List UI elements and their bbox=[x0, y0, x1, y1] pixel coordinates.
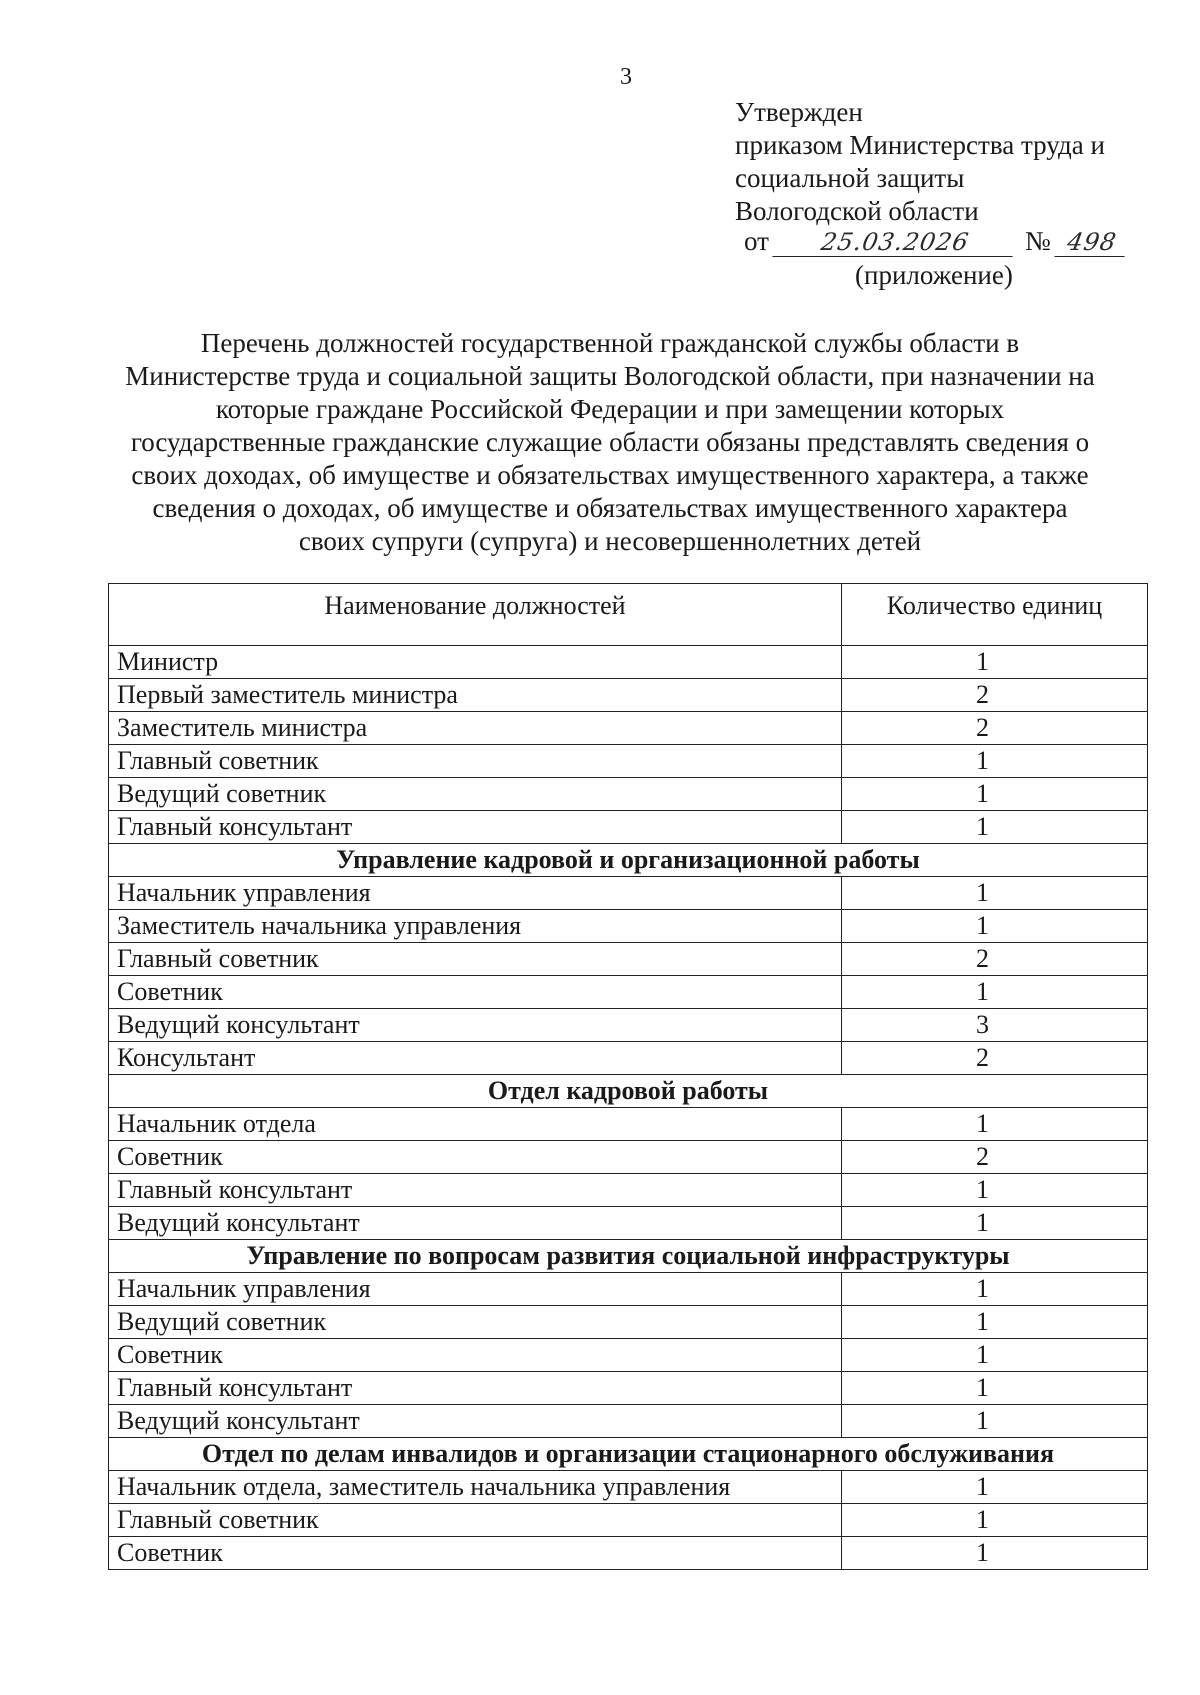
position-name: Начальник управления bbox=[109, 1273, 842, 1306]
approval-line: приказом Министерства труда и bbox=[735, 130, 1105, 160]
unit-count: 1 bbox=[842, 1339, 1148, 1372]
title-line: Перечень должностей государственной гражданской службы области в bbox=[200, 328, 1020, 358]
table-row bbox=[109, 1174, 1148, 1207]
position-name: Первый заместитель министра bbox=[109, 679, 842, 712]
section-header-row bbox=[109, 1438, 1148, 1471]
position-name: Главный советник bbox=[109, 745, 842, 778]
position-name: Советник bbox=[109, 1141, 842, 1174]
table-row bbox=[109, 976, 1148, 1009]
section-title: Управление кадровой и организационной работы bbox=[109, 844, 1148, 877]
page-number: 3 bbox=[620, 64, 632, 90]
table-row bbox=[109, 679, 1148, 712]
table-row bbox=[109, 1537, 1148, 1570]
title-line: Министерстве труда и социальной защиты Вологодской области, при назначении на bbox=[125, 361, 1095, 391]
appendix-note: (приложение) bbox=[855, 260, 1013, 290]
title-line: сведения о доходах, об имуществе и обязательствах имущественного характера bbox=[152, 493, 1068, 523]
unit-count: 1 bbox=[842, 1372, 1148, 1405]
table-row bbox=[109, 1339, 1148, 1372]
title-line: своих супруги (супруга) и несовершеннолетних детей bbox=[298, 526, 922, 556]
position-name: Консультант bbox=[109, 1042, 842, 1075]
position-name: Начальник отдела bbox=[109, 1108, 842, 1141]
position-name: Главный советник bbox=[109, 943, 842, 976]
approval-line: Вологодской области bbox=[735, 196, 979, 226]
position-name: Ведущий советник bbox=[109, 1306, 842, 1339]
table-row bbox=[109, 1042, 1148, 1075]
table-row bbox=[109, 877, 1148, 910]
table-row bbox=[109, 1009, 1148, 1042]
positions-table bbox=[108, 583, 1148, 1570]
unit-count: 1 bbox=[842, 1504, 1148, 1537]
table-row bbox=[109, 910, 1148, 943]
table-row bbox=[109, 943, 1148, 976]
unit-count: 1 bbox=[842, 1405, 1148, 1438]
table-row bbox=[109, 1306, 1148, 1339]
unit-count: 2 bbox=[842, 679, 1148, 712]
position-name: Ведущий советник bbox=[109, 778, 842, 811]
table-header-row bbox=[109, 584, 1148, 646]
unit-count: 1 bbox=[842, 1306, 1148, 1339]
approval-block bbox=[735, 96, 1105, 228]
position-name: Начальник управления bbox=[109, 877, 842, 910]
unit-count: 2 bbox=[842, 943, 1148, 976]
unit-count: 1 bbox=[842, 1471, 1148, 1504]
position-name: Ведущий консультант bbox=[109, 1207, 842, 1240]
title-line: своих доходах, об имуществе и обязательствах имущественного характера, а также bbox=[131, 460, 1089, 490]
unit-count: 1 bbox=[842, 1273, 1148, 1306]
document-title bbox=[110, 327, 1110, 558]
approval-line: социальной защиты bbox=[735, 163, 965, 193]
table-row bbox=[109, 1141, 1148, 1174]
table-row bbox=[109, 1372, 1148, 1405]
handwritten-date: 25.03.2026 bbox=[772, 228, 1017, 257]
position-name: Главный консультант bbox=[109, 1372, 842, 1405]
section-header-row bbox=[109, 1240, 1148, 1273]
unit-count: 1 bbox=[842, 1537, 1148, 1570]
position-name: Министр bbox=[109, 646, 842, 679]
unit-count: 1 bbox=[842, 976, 1148, 1009]
table-row bbox=[109, 745, 1148, 778]
position-name: Ведущий консультант bbox=[109, 1009, 842, 1042]
position-name: Ведущий консультант bbox=[109, 1405, 842, 1438]
position-name: Главный консультант bbox=[109, 1174, 842, 1207]
section-title: Отдел по делам инвалидов и организации стационарного обслуживания bbox=[109, 1438, 1148, 1471]
table-row bbox=[109, 712, 1148, 745]
table-row bbox=[109, 1405, 1148, 1438]
unit-count: 2 bbox=[842, 1141, 1148, 1174]
table-body bbox=[109, 646, 1148, 1570]
unit-count: 1 bbox=[842, 877, 1148, 910]
table-row bbox=[109, 646, 1148, 679]
unit-count: 1 bbox=[842, 1174, 1148, 1207]
unit-count: 1 bbox=[842, 811, 1148, 844]
position-name: Главный консультант bbox=[109, 811, 842, 844]
table-row bbox=[109, 1108, 1148, 1141]
unit-count: 1 bbox=[842, 778, 1148, 811]
section-title: Отдел кадровой работы bbox=[109, 1075, 1148, 1108]
approval-line: Утвержден bbox=[735, 97, 863, 127]
section-title: Управление по вопросам развития социальной инфраструктуры bbox=[109, 1240, 1148, 1273]
table-row bbox=[109, 1273, 1148, 1306]
position-name: Заместитель начальника управления bbox=[109, 910, 842, 943]
section-header-row bbox=[109, 844, 1148, 877]
position-name: Советник bbox=[109, 976, 842, 1009]
unit-count: 1 bbox=[842, 1108, 1148, 1141]
unit-count: 3 bbox=[842, 1009, 1148, 1042]
unit-count: 1 bbox=[842, 745, 1148, 778]
title-line: государственные гражданские служащие области обязаны представлять сведения о bbox=[130, 427, 1090, 457]
title-line: которые граждане Российской Федерации и при замещении которых bbox=[215, 394, 1005, 424]
position-name: Главный советник bbox=[109, 1504, 842, 1537]
unit-count: 1 bbox=[842, 646, 1148, 679]
position-name: Советник bbox=[109, 1339, 842, 1372]
table-row bbox=[109, 811, 1148, 844]
position-name: Начальник отдела, заместитель начальника управления bbox=[109, 1471, 842, 1504]
table-row bbox=[109, 778, 1148, 811]
date-prefix: от bbox=[744, 226, 769, 256]
handwritten-number: 498 bbox=[1054, 228, 1129, 257]
table-row bbox=[109, 1207, 1148, 1240]
unit-count: 2 bbox=[842, 712, 1148, 745]
unit-count: 1 bbox=[842, 1207, 1148, 1240]
unit-count: 1 bbox=[842, 910, 1148, 943]
number-label: № bbox=[1024, 226, 1051, 256]
position-name: Заместитель министра bbox=[109, 712, 842, 745]
table-row bbox=[109, 1471, 1148, 1504]
header-position-name: Наименование должностей bbox=[109, 584, 842, 646]
table-row bbox=[109, 1504, 1148, 1537]
approval-date-row bbox=[744, 226, 1127, 257]
header-unit-count: Количество единиц bbox=[842, 584, 1148, 646]
section-header-row bbox=[109, 1075, 1148, 1108]
position-name: Советник bbox=[109, 1537, 842, 1570]
unit-count: 2 bbox=[842, 1042, 1148, 1075]
